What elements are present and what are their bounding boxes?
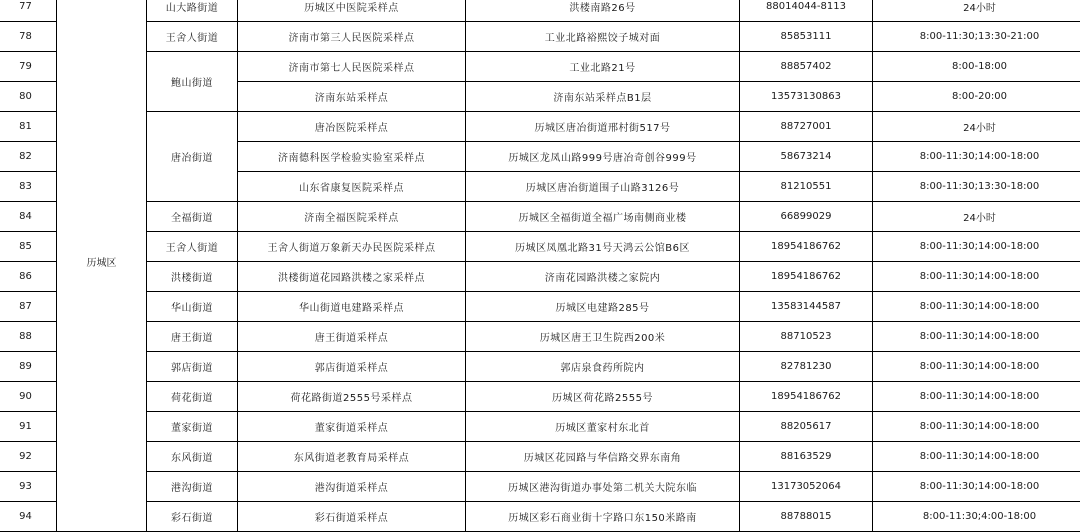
site-cell: 济南市第三人民医院采样点 <box>238 22 466 52</box>
phone-cell: 85853111 <box>740 22 873 52</box>
table-row <box>0 292 1080 322</box>
table-row <box>0 262 1080 292</box>
phone-cell: 88788015 <box>740 502 873 532</box>
street-cell: 郭店街道 <box>147 352 238 382</box>
site-cell: 唐冶医院采样点 <box>238 112 466 142</box>
table-row <box>0 232 1080 262</box>
row-number: 81 <box>0 112 57 142</box>
table-row <box>0 412 1080 442</box>
hours-cell: 8:00-11:30;14:00-18:00 <box>873 472 1080 502</box>
site-cell: 董家街道采样点 <box>238 412 466 442</box>
table-row <box>0 382 1080 412</box>
phone-cell: 18954186762 <box>740 262 873 292</box>
row-number: 89 <box>0 352 57 382</box>
table-row <box>0 22 1080 52</box>
row-number: 92 <box>0 442 57 472</box>
district-cell: 历城区 <box>57 0 147 532</box>
address-cell: 洪楼南路26号 <box>466 0 740 22</box>
site-cell: 荷花路街道2555号采样点 <box>238 382 466 412</box>
site-cell: 郭店街道采样点 <box>238 352 466 382</box>
row-number: 88 <box>0 322 57 352</box>
phone-cell: 81210551 <box>740 172 873 202</box>
address-cell: 济南东站采样点B1层 <box>466 82 740 112</box>
hours-cell: 8:00-11:30;14:00-18:00 <box>873 142 1080 172</box>
hours-cell: 24小时 <box>873 0 1080 22</box>
table-row <box>0 0 1080 22</box>
row-number: 90 <box>0 382 57 412</box>
site-cell: 济南市第七人民医院采样点 <box>238 52 466 82</box>
row-number: 85 <box>0 232 57 262</box>
row-number: 78 <box>0 22 57 52</box>
phone-cell: 88014044-8113 <box>740 0 873 22</box>
site-cell: 济南德科医学检验实验室采样点 <box>238 142 466 172</box>
phone-cell: 88727001 <box>740 112 873 142</box>
address-cell: 历城区龙凤山路999号唐冶奇创谷999号 <box>466 142 740 172</box>
phone-cell: 18954186762 <box>740 382 873 412</box>
address-cell: 历城区凤凰北路31号天鸿云公馆B6区 <box>466 232 740 262</box>
address-cell: 工业北路21号 <box>466 52 740 82</box>
street-cell: 华山街道 <box>147 292 238 322</box>
row-number: 79 <box>0 52 57 82</box>
street-cell: 王舍人街道 <box>147 22 238 52</box>
phone-cell: 13573130863 <box>740 82 873 112</box>
phone-cell: 58673214 <box>740 142 873 172</box>
site-cell: 山东省康复医院采样点 <box>238 172 466 202</box>
address-cell: 历城区董家村东北首 <box>466 412 740 442</box>
row-number: 82 <box>0 142 57 172</box>
hours-cell: 24小时 <box>873 202 1080 232</box>
row-number: 80 <box>0 82 57 112</box>
hours-cell: 8:00-20:00 <box>873 82 1080 112</box>
address-cell: 郭店泉食药所院内 <box>466 352 740 382</box>
table-row <box>0 352 1080 382</box>
address-cell: 历城区荷花路2555号 <box>466 382 740 412</box>
hours-cell: 24小时 <box>873 112 1080 142</box>
phone-cell: 88163529 <box>740 442 873 472</box>
table-row <box>0 52 1080 82</box>
table-row <box>0 202 1080 232</box>
street-cell: 唐冶街道 <box>147 112 238 202</box>
street-cell: 王舍人街道 <box>147 232 238 262</box>
site-cell: 洪楼街道花园路洪楼之家采样点 <box>238 262 466 292</box>
site-cell: 王舍人街道万象新天办民医院采样点 <box>238 232 466 262</box>
row-number: 84 <box>0 202 57 232</box>
street-cell: 荷花街道 <box>147 382 238 412</box>
address-cell: 历城区彩石商业街十字路口东150米路南 <box>466 502 740 532</box>
site-cell: 济南东站采样点 <box>238 82 466 112</box>
site-cell: 华山街道电建路采样点 <box>238 292 466 322</box>
table-row <box>0 112 1080 142</box>
street-cell: 洪楼街道 <box>147 262 238 292</box>
phone-cell: 66899029 <box>740 202 873 232</box>
phone-cell: 88205617 <box>740 412 873 442</box>
street-cell: 唐王街道 <box>147 322 238 352</box>
phone-cell: 13173052064 <box>740 472 873 502</box>
hours-cell: 8:00-11:30;13:30-18:00 <box>873 172 1080 202</box>
row-number: 94 <box>0 502 57 532</box>
hours-cell: 8:00-11:30;14:00-18:00 <box>873 442 1080 472</box>
street-cell: 山大路街道 <box>147 0 238 22</box>
hours-cell: 8:00-11:30;14:00-18:00 <box>873 292 1080 322</box>
site-cell: 历城区中医院采样点 <box>238 0 466 22</box>
table-row <box>0 442 1080 472</box>
address-cell: 工业北路裕熙饺子城对面 <box>466 22 740 52</box>
address-cell: 历城区电建路285号 <box>466 292 740 322</box>
hours-cell: 8:00-11:30;14:00-18:00 <box>873 352 1080 382</box>
row-number: 83 <box>0 172 57 202</box>
address-cell: 历城区港沟街道办事处第二机关大院东临 <box>466 472 740 502</box>
hours-cell: 8:00-11:30;14:00-18:00 <box>873 382 1080 412</box>
site-cell: 济南全福医院采样点 <box>238 202 466 232</box>
hours-cell: 8:00-11:30;14:00-18:00 <box>873 412 1080 442</box>
hours-cell: 8:00-18:00 <box>873 52 1080 82</box>
row-number: 77 <box>0 0 57 22</box>
phone-cell: 88710523 <box>740 322 873 352</box>
table-row <box>0 322 1080 352</box>
street-cell: 彩石街道 <box>147 502 238 532</box>
address-cell: 历城区唐王卫生院西200米 <box>466 322 740 352</box>
hours-cell: 8:00-11:30;14:00-18:00 <box>873 322 1080 352</box>
phone-cell: 82781230 <box>740 352 873 382</box>
row-number: 86 <box>0 262 57 292</box>
street-cell: 鲍山街道 <box>147 52 238 112</box>
table-row <box>0 502 1080 532</box>
table-row <box>0 472 1080 502</box>
street-cell: 港沟街道 <box>147 472 238 502</box>
address-cell: 历城区唐冶街道邢村街517号 <box>466 112 740 142</box>
address-cell: 历城区花园路与华信路交界东南角 <box>466 442 740 472</box>
hours-cell: 8:00-11:30;4:00-18:00 <box>873 502 1080 532</box>
address-cell: 历城区全福街道全福广场南侧商业楼 <box>466 202 740 232</box>
phone-cell: 88857402 <box>740 52 873 82</box>
address-cell: 济南花园路洪楼之家院内 <box>466 262 740 292</box>
site-cell: 东风街道老教育局采样点 <box>238 442 466 472</box>
street-cell: 董家街道 <box>147 412 238 442</box>
phone-cell: 18954186762 <box>740 232 873 262</box>
row-number: 87 <box>0 292 57 322</box>
site-cell: 港沟街道采样点 <box>238 472 466 502</box>
street-cell: 全福街道 <box>147 202 238 232</box>
hours-cell: 8:00-11:30;13:30-21:00 <box>873 22 1080 52</box>
site-cell: 唐王街道采样点 <box>238 322 466 352</box>
row-number: 93 <box>0 472 57 502</box>
address-cell: 历城区唐冶街道围子山路3126号 <box>466 172 740 202</box>
hours-cell: 8:00-11:30;14:00-18:00 <box>873 232 1080 262</box>
hours-cell: 8:00-11:30;14:00-18:00 <box>873 262 1080 292</box>
street-cell: 东风街道 <box>147 442 238 472</box>
site-cell: 彩石街道采样点 <box>238 502 466 532</box>
phone-cell: 13583144587 <box>740 292 873 322</box>
row-number: 91 <box>0 412 57 442</box>
